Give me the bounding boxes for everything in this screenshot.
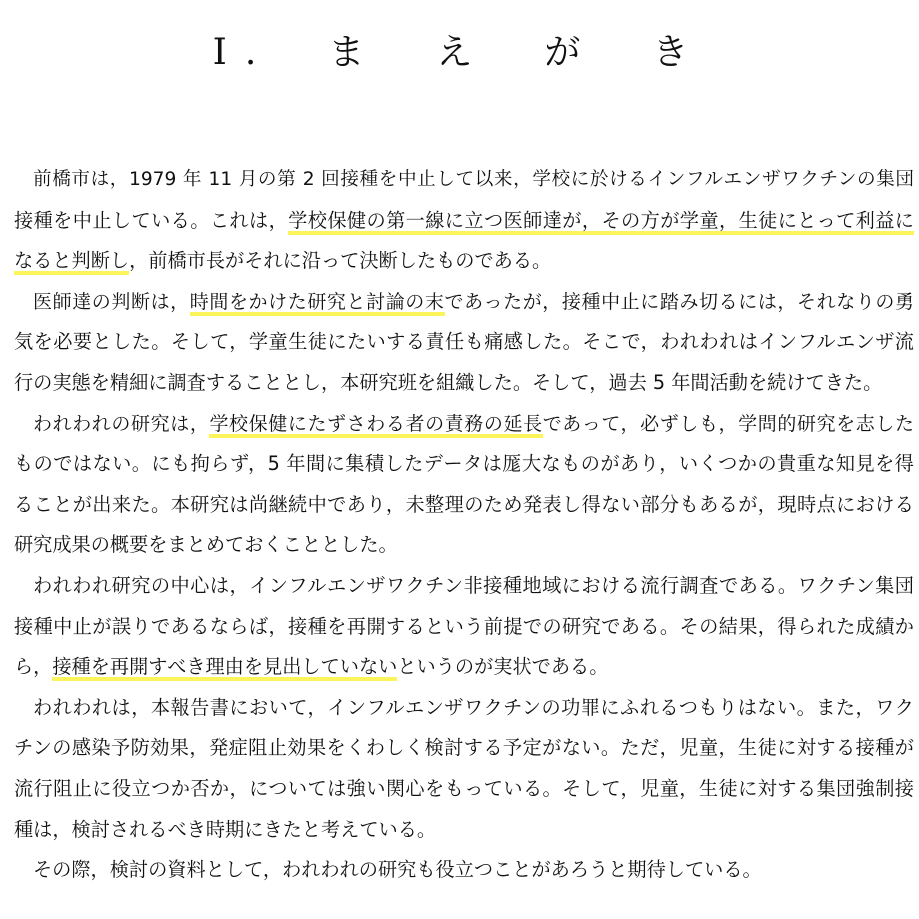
paragraph-line [14, 525, 914, 566]
text-segment: 医師達の判断は， [33, 290, 190, 313]
highlighted-text: 時間をかけた研究と討論の末 [190, 291, 445, 316]
highlighted-text: 接種を再開すべき理由を見出していない [52, 655, 397, 681]
text-segment: われわれの研究は， [33, 412, 210, 435]
paragraph-line [14, 444, 914, 485]
text-segment: というのが実状である。 [397, 655, 609, 679]
text-segment: ら， [14, 655, 53, 679]
text-segment: ，前橋市長がそれに沿って決断したものである。 [129, 249, 552, 273]
text-segment: 種は，検討されるべき時期にきたと考えている。 [14, 817, 437, 841]
text-segment: ることが出来た。本研究は尚継続中であり，未整理のため発表し得ない部分もあるが，現時点における [14, 492, 914, 516]
highlighted-text: 学校保健の第一線に立つ医師達が，その方が学童，生徒にとって利益に [288, 209, 914, 235]
text-segment: その際，検討の資料として，われわれの研究も役立つことがあろうと期待している。 [33, 858, 762, 882]
paragraph-line [14, 404, 914, 445]
paragraph-line [14, 282, 914, 323]
text-segment: 研究成果の概要をまとめておくこととした。 [14, 533, 398, 557]
text-segment: 接種中止が誤りであるならば，接種を再開するという前提での研究である。その結果，得られた成績か [14, 614, 914, 638]
paragraph-line [14, 201, 914, 242]
text-segment: われわれ研究の中心は，インフルエンザワクチン非接種地域における流行調査である。ワクチン集団 [33, 573, 914, 597]
paragraph-line [14, 322, 914, 363]
text-segment: 接種を中止している。これは， [14, 208, 289, 232]
paragraph-line [14, 728, 914, 769]
text-segment: であって，必ずしも，学問的研究を志した [542, 412, 914, 435]
text-segment: 流行阻止に役立つか否か，については強い関心をもっている。そして，児童，生徒に対する集団強制接 [14, 776, 914, 800]
paragraph-line [14, 810, 914, 851]
text-segment: であったが，接種中止に踏み切るには，それなりの勇 [444, 290, 914, 313]
paragraph-line [14, 485, 914, 526]
paragraph-line [14, 607, 914, 648]
paragraph-line [14, 850, 914, 891]
text-segment: 気を必要とした。そして，学童生徒にたいする責任も痛感した。そこで，われわれはインフルエンザ流 [14, 330, 914, 354]
paragraph-line [14, 647, 914, 688]
text-segment: 行の実態を精細に調査することとし，本研究班を組織した。そして，過去 5 年間活動を続けてきた。 [14, 370, 883, 394]
paragraph-line [14, 241, 914, 282]
page-title: I. ま え が き [212, 32, 707, 73]
text-segment: ものではない。にも拘らず，5 年間に集積したデータは厖大なものがあり，いくつかの貴重な知見を得 [14, 452, 914, 476]
paragraph-line [14, 160, 914, 201]
paragraph-line [14, 688, 914, 729]
paragraph-line [14, 566, 914, 607]
highlighted-text: なると判断し [14, 249, 129, 275]
document-body [14, 160, 914, 891]
paragraph-line [14, 363, 914, 404]
text-segment: われわれは，本報告書において，インフルエンザワクチンの功罪にふれるつもりはない。また，ワク [33, 695, 914, 719]
text-segment: チンの感染予防効果，発症阻止効果をくわしく検討する予定がない。ただ，児童，生徒に対する接種が [14, 736, 914, 760]
text-segment: 前橋市は，1979 年 11 月の第 2 回接種を中止して以来，学校に於けるインフルエンザワクチンの集団 [33, 169, 914, 190]
highlighted-text: 学校保健にたずさわる者の責務の延長 [209, 413, 542, 438]
paragraph-line [14, 769, 914, 810]
